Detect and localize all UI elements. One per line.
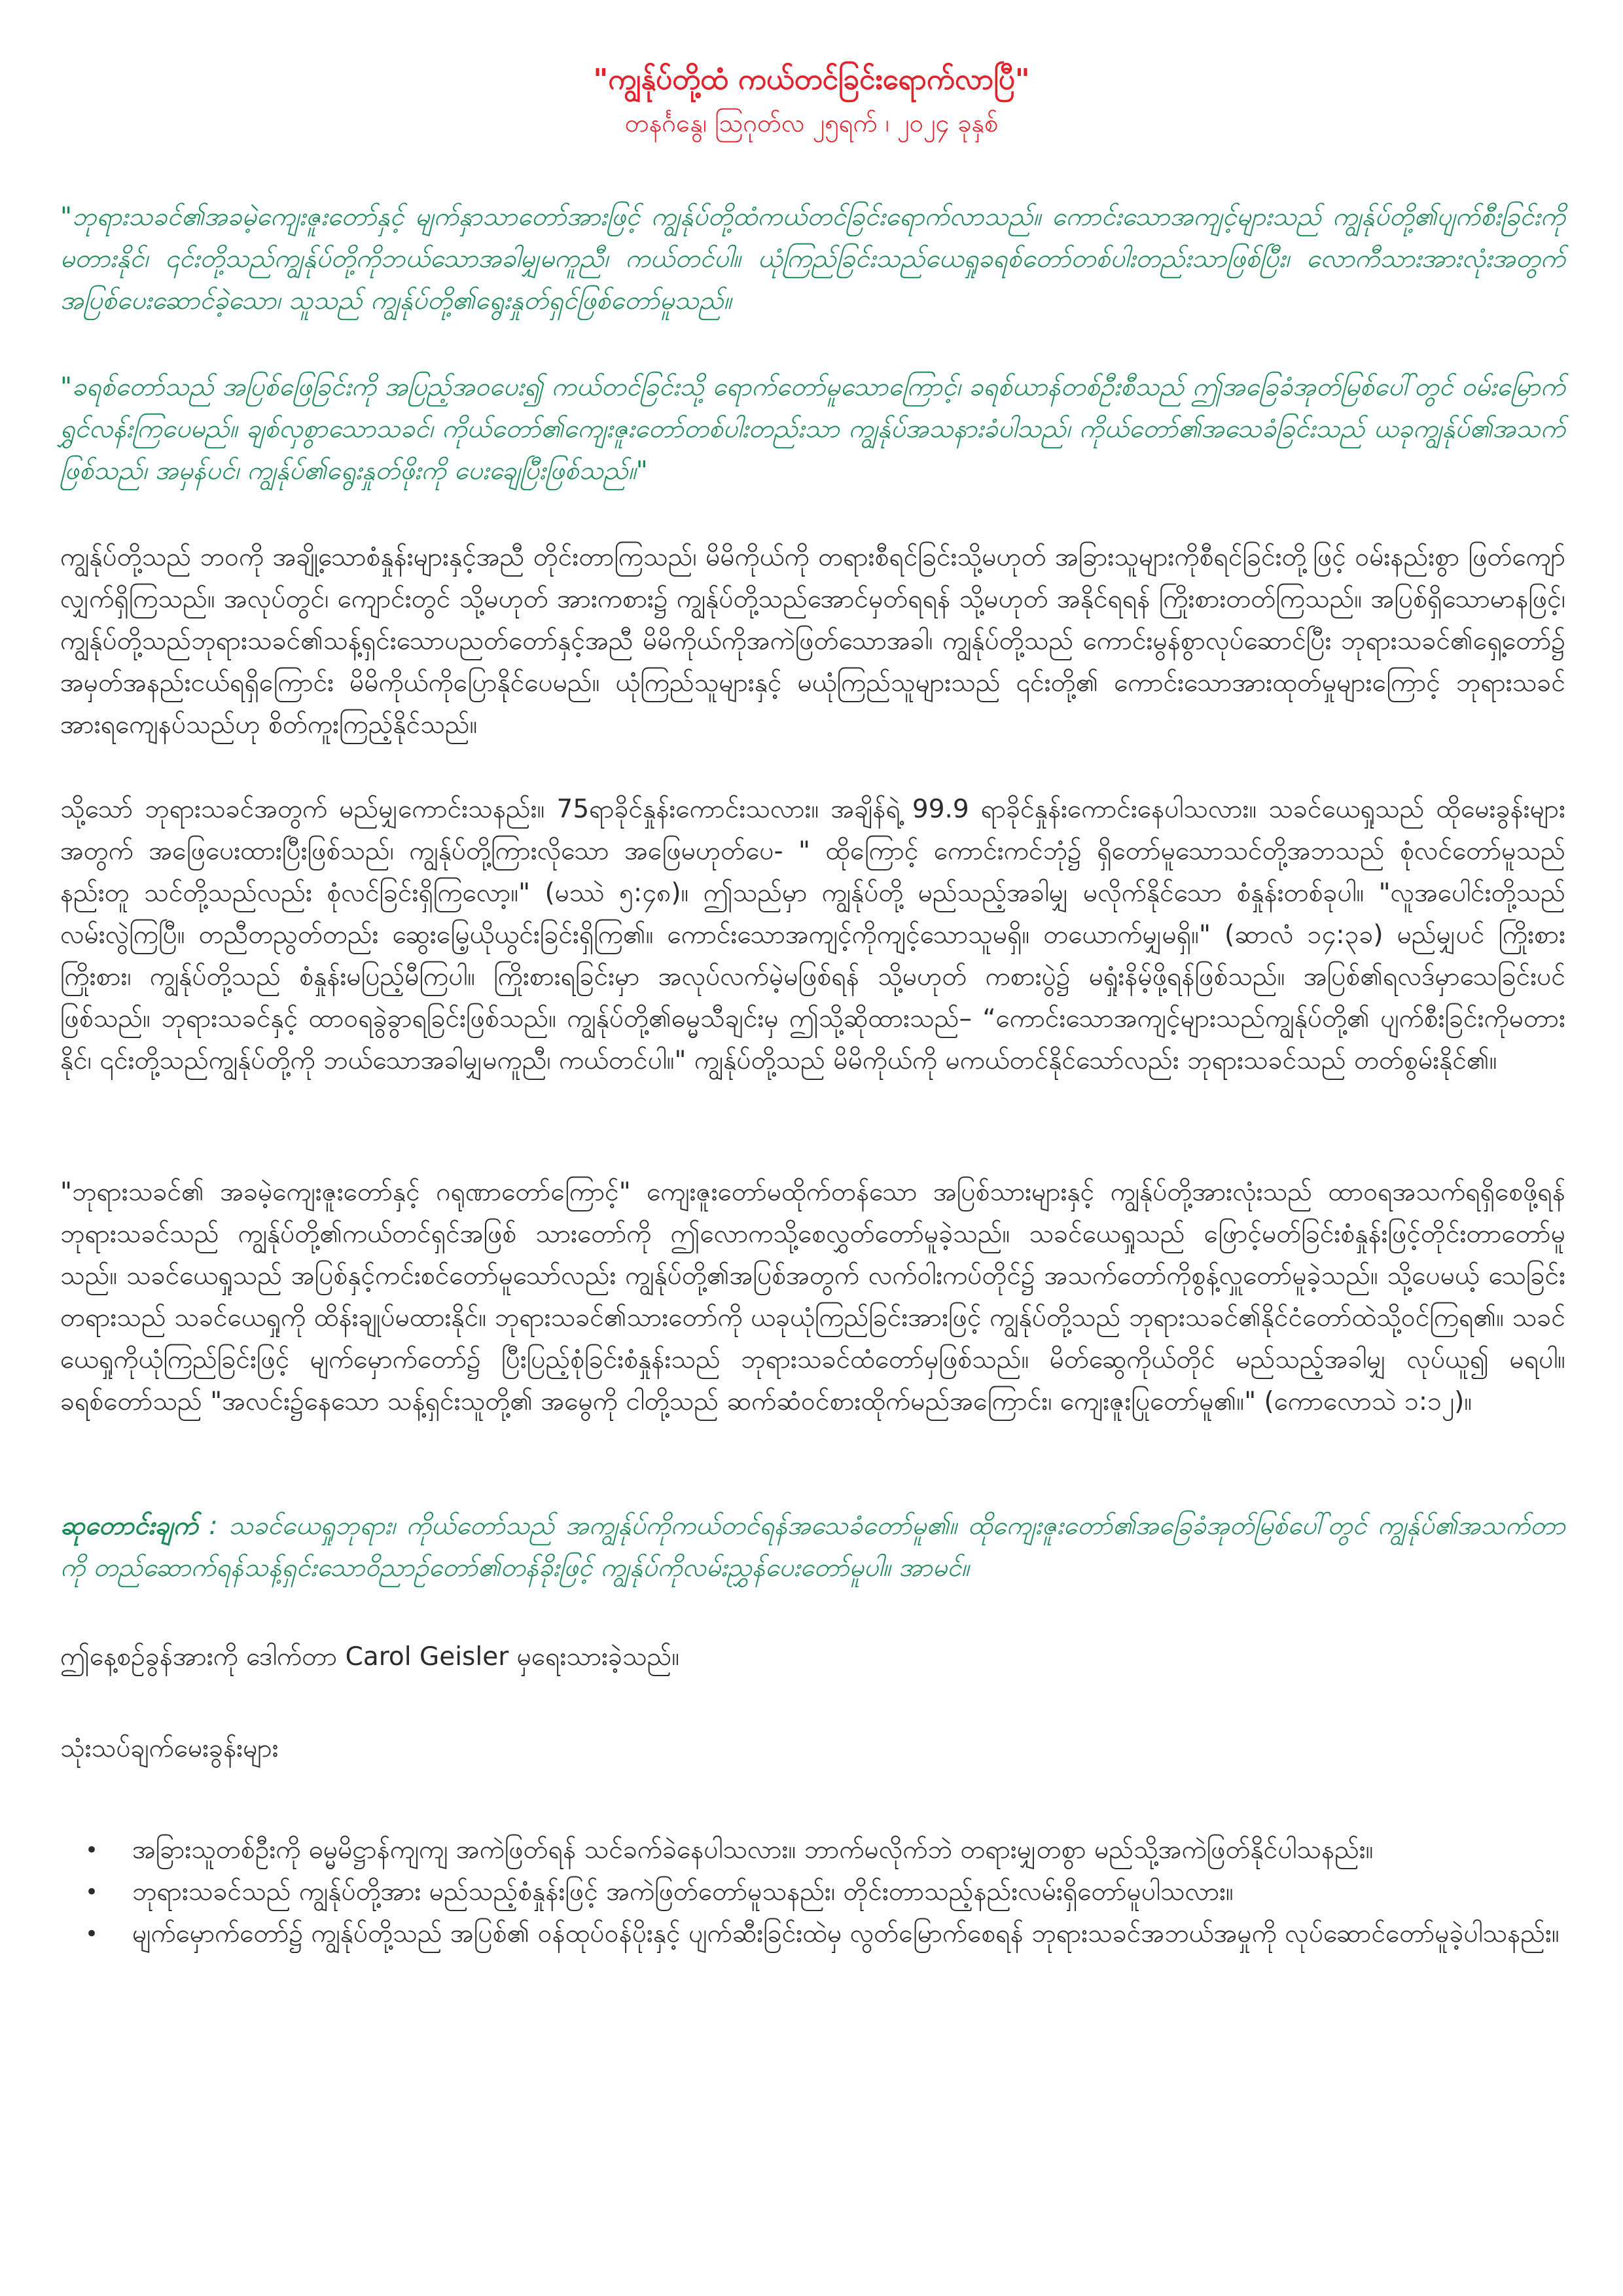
body-paragraph-1: ကျွန်ုပ်တို့သည် ဘဝကို အချို့သောစံနှုန်းများနှင့်အညီ တိုင်းတာကြသည်၊ မိမိကိုယ်ကို တရားစီရင်ခြင်းသို့မဟုတ် အခြားသူများကိုစီရင်ခြင်းတို့ဖြင့် ဝမ်းနည်းစွာ ဖြတ်ကျော်လျှက်ရှိကြသည်။ အလုပ်တွင်၊ ကျောင်းတွင် သို့မဟုတ် အားကစား၌ ကျွန်ုပ်တို့သည်အောင်မှတ်ရရန် သို့မဟုတ် အနိုင်ရရန် ကြိုးစားတတ်ကြသည်။ အပြစ်ရှိသောမာနဖြင့်၊ ကျွန်ုပ်တို့သည်ဘုရားသခင်၏သန့်ရှင်းသောပညတ်တော်နှင့်အညီ မိမိကိုယ်ကိုအကဲဖြတ်သောအခါ၊ ကျွန်ုပ်တို့သည် ကောင်းမွန်စွာလုပ်ဆောင်ပြီး ဘုရားသခင်၏ရှေ့တော်၌ အမှတ်အနည်းငယ်ရရှိကြောင်း မိမိကိုယ်ကိုပြောနိုင်ပေမည်။ ယုံကြည်သူများနှင့် မယုံကြည်သူများသည် ၎င်းတို့၏ ကောင်းသောအားထုတ်မှုများကြောင့် ဘုရားသခင်အားရကျေနပ်သည်ဟု စိတ်ကူးကြည့်နိုင်သည်။ (60, 543, 1565, 740)
author-line: ဤနေ့စဉ်ခွန်အားကို ဒေါက်တာ Carol Geisler မှရေးသားခဲ့သည်။ (60, 1642, 680, 1672)
question-text: အခြားသူတစ်ဦးကို ဓမ္မမိဋ္ဌာန်ကျကျ အကဲဖြတ်ရန် သင်ခက်ခဲနေပါသလား။ ဘာက်မလိုက်ဘဲ တရားမျှတစွာ မည်သို့အကဲဖြတ်နိုင်ပါသနည်း။ (132, 1835, 1374, 1865)
body-paragraph-2: သို့သော် ဘုရားသခင်အတွက် မည်မျှကောင်းသနည်း။ 75ရာခိုင်နှုန်းကောင်းသလား။ အချိန်ရဲ့ 99.9 ရာခိုင်နှုန်းကောင်းနေပါသလား။ သခင်ယေရှုသည် ထိုမေးခွန်းများအတွက် အဖြေပေးထားပြီးဖြစ်သည်၊ ကျွန်ုပ်တို့ကြားလိုသော အဖြေမဟုတ်ပေ- " ထိုကြောင့် ကောင်းကင်ဘုံ၌ ရှိတော်မူသောသင်တို့အဘသည် စုံလင်တော်မူသည်နည်းတူ သင်တို့သည်လည်း စုံလင်ခြင်းရှိကြလော့။" (မဿဲ ၅:၄၈)။ ဤသည်မှာ ကျွန်ုပ်တို့ မည်သည့်အခါမျှ မလိုက်နိုင်သော စံနှုန်းတစ်ခုပါ။ "လူအပေါင်းတို့သည် လမ်းလွဲကြပြီ။ တညီတညွတ်တည်း ဆွေးမြေ့ယိုယွင်းခြင်းရှိကြ၏။ ကောင်းသောအကျင့်ကိုကျင့်သောသူမရှိ။ တယောက်မျှမရှိ။" (ဆာလံ ၁၄:၃ခ) မည်မျှပင် ကြိုးစားကြိုးစား၊ ကျွန်ုပ်တို့သည် စံနှုန်းမပြည့်မီကြပါ။ ကြိုးစားရခြင်းမှာ အလုပ်လက်မဲ့မဖြစ်ရန် သို့မဟုတ် ကစားပွဲ၌ မရှုံးနိမ့်ဖို့ရန်ဖြစ်သည်။ အပြစ်၏ရလဒ်မှာသေခြင်းပင်ဖြစ်သည်။ ဘုရားသခင်နှင့် ထာဝရခွဲခွာရခြင်းဖြစ်သည်။ ကျွန်ုပ်တို့၏ဓမ္မသီချင်းမှ ဤသို့ဆိုထားသည်– “ကောင်းသောအကျင့်များသည်ကျွန်ုပ်တို့၏ ပျက်စီးခြင်းကိုမတားနိုင်၊ ၎င်းတို့သည်ကျွန်ုပ်တို့ကို ဘယ်သောအခါမျှမကူညီ၊ ကယ်တင်ပါ။" ကျွန်ုပ်တို့သည် မိမိကိုယ်ကို မကယ်တင်နိုင်သော်လည်း ဘုရားသခင်သည် တတ်စွမ်းနိုင်၏။ (60, 795, 1565, 1075)
document-title: "ကျွန်ုပ်တို့ထံ ကယ်တင်ခြင်းရောက်လာပြီ" (593, 63, 1030, 96)
bullet-icon: • (85, 1879, 99, 1905)
questions-list (85, 1829, 1564, 1955)
question-item (85, 1829, 1564, 1871)
question-text: မျက်မှောက်တော်၌ ကျွန်ုပ်တို့သည် အပြစ်၏ ဝန်ထုပ်ဝန်ပိုးနှင့် ပျက်ဆီးခြင်းထဲမှ လွတ်မြောက်စေရန် ဘုရားသခင်အဘယ်အမှုကို လုပ်ဆောင်တော်မူခဲ့ပါသနည်း။ (132, 1919, 1560, 1948)
prayer-separator: : (198, 1511, 229, 1541)
question-text: ဘုရားသခင်သည် ကျွန်ုပ်တို့အား မည်သည့်စံနှုန်းဖြင့် အကဲဖြတ်တော်မူသနည်း၊ တိုင်းတာသည့်နည်းလမ်းရှိတော်မူပါသလား။ (132, 1877, 1234, 1907)
question-item (85, 1913, 1564, 1955)
question-item (85, 1871, 1564, 1913)
bullet-icon: • (85, 1921, 99, 1947)
bullet-icon: • (85, 1837, 99, 1863)
prayer-label: ဆုတောင်းချက် (60, 1511, 198, 1541)
questions-heading: သုံးသပ်ချက်မေးခွန်းများ (60, 1734, 279, 1763)
body-paragraph-3: "ဘုရားသခင်၏ အခမဲ့ကျေးဇူးတော်နှင့် ဂရုဏာတော်ကြောင့်" ကျေးဇူးတော်မထိုက်တန်သော အပြစ်သားများနှင့် ကျွန်ုပ်တို့အားလုံးသည် ထာဝရအသက်ရရှိစေဖို့ရန် ဘုရားသခင်သည် ကျွန်ုပ်တို့၏ကယ်တင်ရှင်အဖြစ် သားတော်ကို ဤလောကသို့စေလွှတ်တော်မူခဲ့သည်။ သခင်ယေရှုသည် ဖြောင့်မတ်ခြင်းစံနှုန်းဖြင့်တိုင်းတာတော်မူသည်။ သခင်ယေရှုသည် အပြစ်နှင့်ကင်းစင်တော်မူသော်လည်း ကျွန်ုပ်တို့၏အပြစ်အတွက် လက်ဝါးကပ်တိုင်၌ အသက်တော်ကိုစွန့်လှူတော်မူခဲ့သည်။ သို့ပေမယ့် သေခြင်းတရားသည် သခင်ယေရှုကို ထိန်းချုပ်မထားနိုင်။ ဘုရားသခင်၏သားတော်ကို ယခုယုံကြည်ခြင်းအားဖြင့် ကျွန်ုပ်တို့သည် ဘုရားသခင်၏နိုင်ငံတော်ထဲသို့ဝင်ကြရ၏။ သခင်ယေရှုကိုယုံကြည်ခြင်းဖြင့် မျက်မှောက်တော်၌ ပြီးပြည့်စုံခြင်းစံနှုန်းသည် ဘုရားသခင်ထံတော်မှဖြစ်သည်။ မိတ်ဆွေကိုယ်တိုင် မည်သည့်အခါမျှ လုပ်ယူ၍ မရပါ။ ခရစ်တော်သည် "အလင်း၌နေသော သန့်ရှင်းသူတို့၏ အမွေကို ငါတို့သည် ဆက်ဆံဝင်စားထိုက်မည်အကြောင်း၊ ကျေးဇူးပြုတော်မူ၏။" (ကောလောသဲ ၁:၁၂)။ (60, 1177, 1565, 1416)
opening-quote-2: "ခရစ်တော်သည် အပြစ်ဖြေခြင်းကို အပြည့်အဝပေး၍ ကယ်တင်ခြင်းသို့ ရောက်တော်မူသောကြောင့်၊ ခရစ်ယာန်တစ်ဦးစီသည် ဤအခြေခံအုတ်မြစ်ပေါ်တွင် ဝမ်းမြောက်ရွှင်လန်းကြပေမည်။ ချစ်လှစွာသောသခင်၊ ကိုယ်တော်၏ကျေးဇူးတော်တစ်ပါးတည်းသာ ကျွန်ုပ်အသနားခံပါသည်၊ ကိုယ်တော်၏အသေခံခြင်းသည် ယခုကျွန်ုပ်၏အသက်ဖြစ်သည်၊ အမှန်ပင်၊ ကျွန်ုပ်၏ရွေးနှုတ်ဖိုးကို ပေးချေပြီးဖြစ်သည်။" (60, 372, 1565, 486)
opening-quote-1: "ဘုရားသခင်၏အခမဲ့ကျေးဇူးတော်နှင့် မျက်နှာသာတော်အားဖြင့် ကျွန်ုပ်တို့ထံကယ်တင်ခြင်းရောက်လာသည်။ ကောင်းသောအကျင့်များသည် ကျွန်ုပ်တို့၏ပျက်စီးခြင်းကိုမတားနိုင်၊ ၎င်းတို့သည်ကျွန်ုပ်တို့ကိုဘယ်သောအခါမျှမကူညီ၊ ကယ်တင်ပါ။ ယုံကြည်ခြင်းသည်ယေရှုခရစ်တော်တစ်ပါးတည်းသာဖြစ်ပြီး၊ လောကီသားအားလုံးအတွက်အပြစ်ပေးဆောင်ခဲ့သော၊ သူသည် ကျွန်ုပ်တို့၏ရွေးနှုတ်ရှင်ဖြစ်တော်မူသည်။ (60, 202, 1565, 315)
document-date: တနင်္ဂနွေ၊ ဩဂုတ်လ ၂၅ရက် ၊ ၂၀၂၄ ခုနှစ် (624, 109, 999, 137)
prayer-paragraph (60, 1505, 1565, 1589)
prayer-text: သခင်ယေရှုဘုရား၊ ကိုယ်တော်သည် အကျွန်ုပ်ကိုကယ်တင်ရန်အသေခံတော်မူ၏။ ထိုကျေးဇူးတော်၏အခြေခံအုတ်မြစ်ပေါ်တွင် ကျွန်ုပ်၏အသက်တာကို တည်ဆောက်ရန်သန့်ရှင်းသောဝိညာဉ်တော်၏တန်ခိုးဖြင့် ကျွန်ုပ်ကိုလမ်းညွှန်ပေးတော်မူပါ။ အာမင်။ (60, 1511, 1565, 1583)
